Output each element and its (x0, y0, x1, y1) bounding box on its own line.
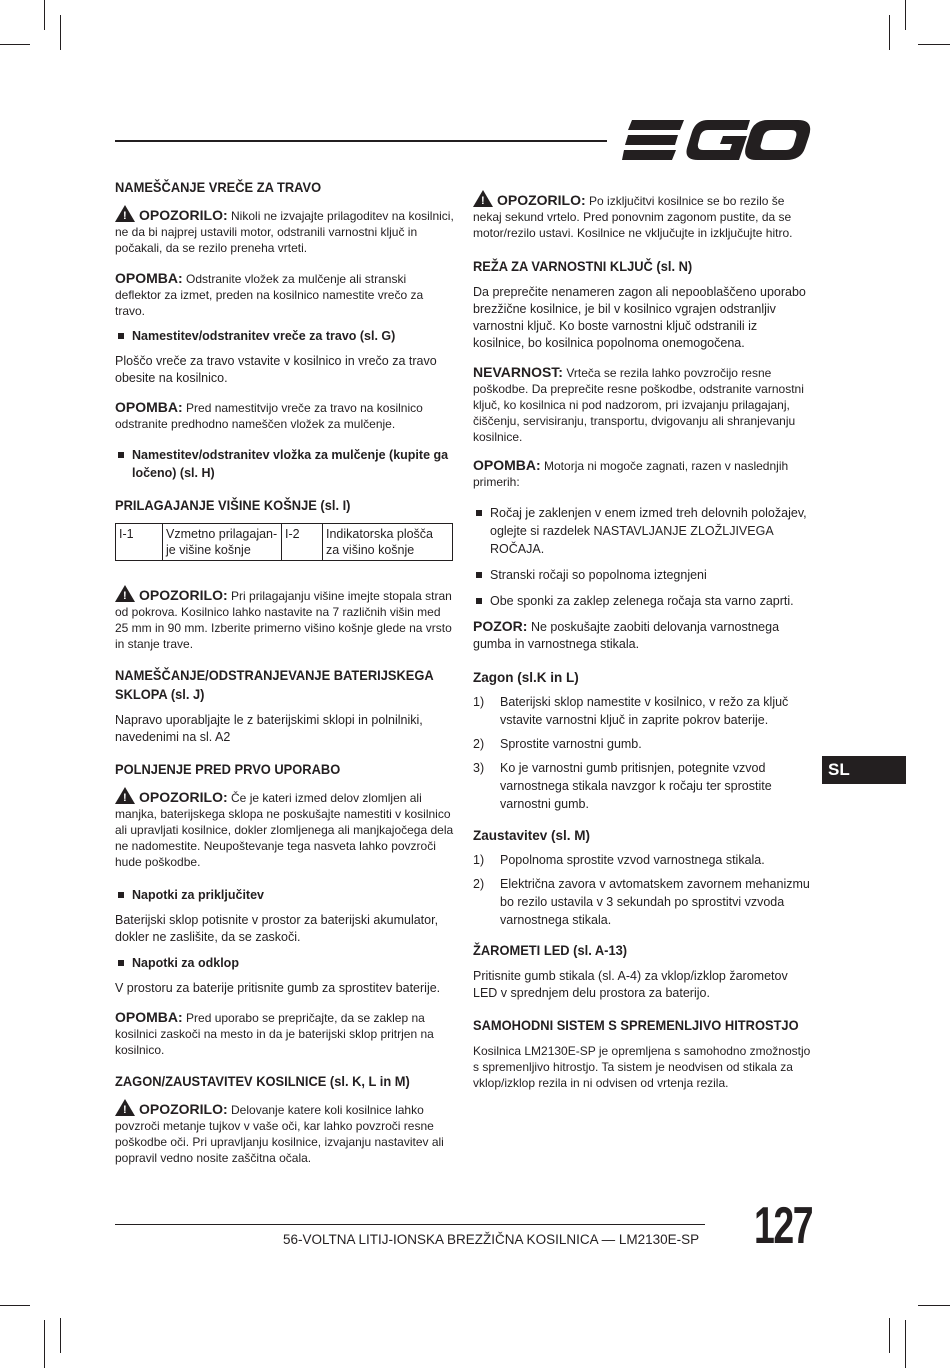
page-number: 127 (754, 1197, 813, 1255)
footer-title: 56-VOLTNA LITIJ-IONSKA BREZŽIČNA KOSILNICA — LM2130E-SP (283, 1232, 700, 1247)
crop-mark (918, 44, 950, 45)
step-item: 1) Baterijski sklop namestite v kosilnico, v režo za ključ vstavite varnostni ključ in zaprite pokrov baterije. (473, 695, 789, 727)
bullet-item: Napotki za priključitev (115, 886, 455, 904)
warning-paragraph: !OPOZORILO: Po izključitvi kosilnice se bo rezilo še nekaj sekund vrtelo. Pred ponovnim zagonom pustite, da se motor/rezilo ustavi. Kosilnice ne vključujte in izključujte hitro. (473, 190, 811, 241)
warning-icon (473, 190, 493, 207)
heading-led: ŽAROMETI LED (sl. A-13) (473, 942, 628, 958)
table-cell: Indikatorska plošča za višino košnje (323, 524, 453, 561)
body-paragraph: Napravo uporabljajte le z baterijskimi sklopi in polnilniki, navedenimi na sl. A2 (115, 713, 423, 744)
crop-mark (918, 1305, 950, 1306)
heading-battery: NAMEŠČANJE/ODSTRANJEVANJE BATERIJSKEGA SKLOPA (sl. J) (115, 667, 434, 702)
danger-paragraph: NEVARNOST: Vrteča se rezila lahko povzročijo resne poškodbe. Da preprečite resne poškodbe, odstranite varnostni ključ, ko kosilnica ni pod nadzorom, pri izvajanju prilagajanj, čiščenju, servisiranju, transportu, dvigovanju ali shranjevanju kosilnice. (473, 364, 804, 444)
crop-mark (60, 1318, 61, 1353)
crop-mark (0, 1305, 30, 1306)
step-item: 3) Ko je varnostni gumb pritisnjen, potegnite vzvod varnostnega stikala navzgor k ročaju ter sprostite varnostni gumb. (473, 761, 772, 811)
table-cell: I-2 (282, 524, 323, 561)
body-paragraph: Da preprečite nenameren zagon ali nepooblaščeno uporabo brezžične kosilnice, je bil v kosilnico vgrajen odstranljiv varnostni ključ. Ko boste varnostni ključ odstranili iz kosilnice, bo kosilnica popolnoma onemogočena. (473, 285, 806, 350)
bullet-item: Stranski ročaji so popolnoma iztegnjeni (473, 566, 811, 584)
heading-start-stop: ZAGON/ZAUSTAVITEV KOSILNICE (sl. K, L in M) (115, 1073, 410, 1089)
header-rule (115, 140, 607, 142)
note-paragraph: OPOMBA: Pred namestitvijo vreče za travo na kosilnico odstranite predhodno nameščen vložek za mulčenje. (115, 399, 423, 431)
bullet-item: Namestitev/odstranitev vložka za mulčenje (kupite ga ločeno) (sl. H) (115, 446, 455, 482)
left-column (115, 178, 455, 1174)
bullet-item: Napotki za odklop (115, 954, 455, 972)
bullet-item: Obe sponki za zaklep zelenega ročaja sta varno zaprti. (473, 592, 811, 610)
warning-paragraph: !OPOZORILO: Delovanje katere koli kosilnice lahko povzroči metanje tujkov v vaše oči, kar lahko povzroči resne poškodbe oči. Pri upravljanju kosilnice, izvajanju nastavitev ali popravil vedno nosite zaščitna očala. (115, 1099, 455, 1166)
footer-rule (115, 1224, 705, 1225)
warning-paragraph: !OPOZORILO: Če je kateri izmed delov zlomljen ali manjka, baterijskega sklopa ne poskušajte namestiti v kosilnico ali upravljati kosilnice, dokler zlomljenega ali manjkajočega dela ne nadomestite. Neupoštevanje tega nasveta lahko povzroči hude poškodbe. (115, 787, 455, 870)
warning-icon (115, 585, 135, 602)
body-paragraph: Baterijski sklop potisnite v prostor za baterijski akumulator, dokler ne zaslišite, da se zaskoči. (115, 913, 439, 944)
body-paragraph: Ploščo vreče za travo vstavite v kosilnico in vrečo za travo obesite na kosilnico. (115, 354, 437, 385)
crop-mark (44, 1320, 45, 1368)
crop-mark (0, 44, 30, 45)
heading-start: Zagon (sl.K in L) (473, 670, 579, 685)
caution-paragraph: POZOR: Ne poskušajte zaobiti delovanja varnostnega gumba in varnostnega stikala. (473, 618, 780, 651)
note-paragraph: OPOMBA: Odstranite vložek za mulčenje ali stranski deflektor za izmet, preden na kosilnico namestite vrečo za travo. (115, 270, 424, 318)
warning-icon (115, 205, 135, 222)
heading-self-propelled: SAMOHODNI SISTEM S SPREMENLJIVO HITROSTJO (473, 1017, 799, 1033)
crop-mark (889, 1318, 890, 1353)
body-paragraph: Pritisnite gumb stikala (sl. A-4) za vklop/izklop žarometov LED v sprednjem delu prostora za baterijo. (473, 969, 788, 1000)
right-column (473, 190, 811, 1099)
heading-charging: POLNJENJE PRED PRVO UPORABO (115, 761, 341, 777)
step-item: 2) Sprostite varnostni gumb. (473, 737, 642, 751)
crop-mark (44, 0, 45, 30)
note-paragraph: OPOMBA: Pred uporabo se prepričajte, da se zaklep na kosilnici zaskoči na mesto in da je baterijski sklop pritrjen na kosilnico. (115, 1009, 434, 1057)
language-tab: SL (822, 756, 906, 784)
warning-icon (115, 1099, 135, 1116)
body-paragraph: V prostoru za baterije pritisnite gumb za sprostitev baterije. (115, 981, 441, 995)
parts-table (115, 523, 453, 561)
crop-mark (60, 15, 61, 50)
body-paragraph: Kosilnica LM2130E-SP je opremljena s samohodno zmožnostjo s spremenljivo hitrostjo. Ta sistem je neodvisen od stikala za vklop/izklop rezila in ni odvisen od vrtenja rezila. (473, 1044, 811, 1090)
table-cell: I-1 (116, 524, 163, 561)
heading-cutting-height: PRILAGAJANJE VIŠINE KOŠNJE (sl. I) (115, 497, 351, 513)
table-row (116, 524, 453, 561)
heading-grass-bag: NAMEŠČANJE VREČE ZA TRAVO (115, 179, 322, 195)
crop-mark (905, 1320, 906, 1368)
heading-stop: Zaustavitev (sl. M) (473, 828, 591, 843)
ego-logo (622, 118, 812, 164)
note-paragraph: OPOMBA: Motorja ni mogoče zagnati, razen v naslednjih primerih: (473, 457, 789, 489)
bullet-item: Namestitev/odstranitev vreče za travo (sl. G) (115, 327, 455, 345)
crop-mark (905, 0, 906, 30)
bullet-item: Ročaj je zaklenjen v enem izmed treh delovnih položajev, oglejte si razdelek NASTAVLJANJE ZLOŽLJIVEGA ROČAJA. (473, 504, 811, 558)
table-cell: Vzmetno prilagajan-je višine košnje (163, 524, 282, 561)
step-item: 2) Električna zavora v avtomatskem zavornem mehanizmu bo rezilo ustavila v 3 sekundah po sprostitvi vzvoda varnostnega stikala. (473, 877, 810, 927)
heading-safety-key: REŽA ZA VARNOSTNI KLJUČ (sl. N) (473, 258, 693, 274)
step-item: 1) Popolnoma sprostite vzvod varnostnega stikala. (473, 853, 765, 867)
crop-mark (889, 15, 890, 50)
warning-paragraph: !OPOZORILO: Nikoli ne izvajajte prilagoditev na kosilnici, ne da bi najprej ustavili motor, odstranili varnostni ključ in počakali, da se rezilo preneha vrteti. (115, 205, 455, 256)
warning-paragraph: !OPOZORILO: Pri prilagajanju višine imejte stopala stran od pokrova. Kosilnico lahko nastavite na 7 različnih višin med 25 mm in 90 mm. Izberite primerno višino košnje glede na vrsto in stanje trave. (115, 585, 455, 652)
warning-icon (115, 787, 135, 804)
